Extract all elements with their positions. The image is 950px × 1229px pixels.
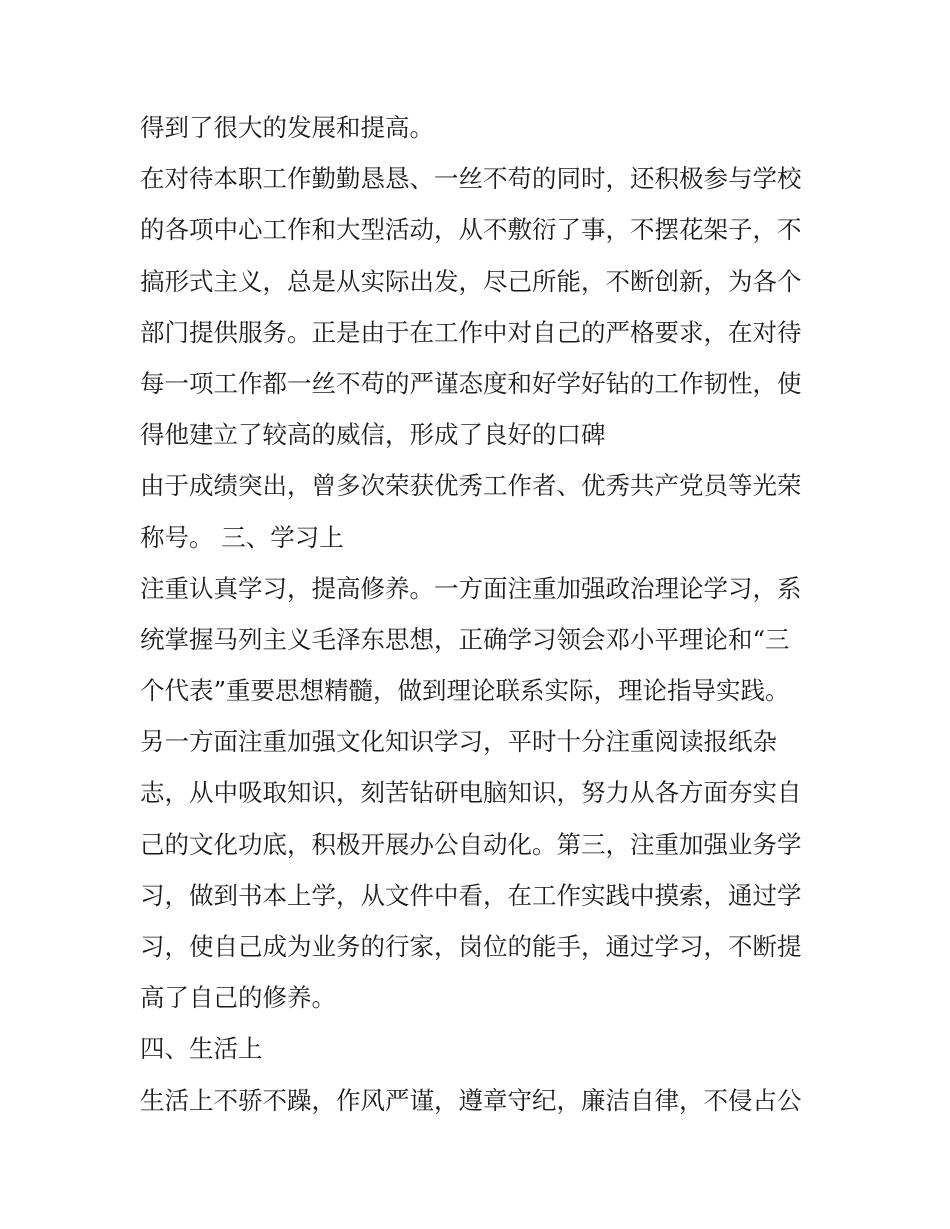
section-heading-study: 称号。 三、学习上 [140,522,344,552]
text-line: 统掌握马列主义毛泽东思想，正确学习领会邓小平理论和“三 [140,624,790,654]
text-line: 得到了很大的发展和提高。 [140,113,434,142]
text-line: 部门提供服务。正是由于在工作中对自己的严格要求，在对待 [140,317,802,347]
document-body [140,102,830,1126]
text-line: 搞形式主义，总是从实际出发，尽己所能，不断创新，为各个 [140,266,802,296]
text-line: 由于成绩突出，曾多次荣获优秀工作者、优秀共产党员等光荣 [140,471,802,501]
text-line: 个代表”重要思想精髓，做到理论联系实际，理论指导实践。 [140,676,790,706]
text-line: 高了自己的修养。 [140,983,336,1013]
text-line: 志，从中吸取知识，刻苦钻研电脑知识，努力从各方面夯实自 [140,778,802,808]
text-line: 的各项中心工作和大型活动，从不敷衍了事，不摆花架子，不 [140,215,802,245]
section-heading-life: 四、生活上 [140,1034,263,1064]
text-line: 己的文化功底，积极开展办公自动化。第三，注重加强业务学 [140,829,802,859]
text-line: 得他建立了较高的威信，形成了良好的口碑 [140,420,606,450]
text-line: 习，做到书本上学，从文件中看，在工作实践中摸索，通过学 [140,880,802,910]
text-line: 每一项工作都一丝不苟的严谨态度和好学好钻的工作韧性，使 [140,368,802,398]
text-line: 另一方面注重加强文化知识学习，平时十分注重阅读报纸杂 [140,727,777,757]
text-line: 生活上不骄不躁，作风严谨，遵章守纪，廉洁自律，不侵占公 [140,1085,802,1115]
text-line: 习，使自己成为业务的行家，岗位的能手，通过学习，不断提 [140,932,802,961]
text-line: 在对待本职工作勤勤恳恳、一丝不苟的同时，还积极参与学校 [140,164,802,194]
text-line: 注重认真学习，提高修养。一方面注重加强政治理论学习，系 [140,573,802,603]
